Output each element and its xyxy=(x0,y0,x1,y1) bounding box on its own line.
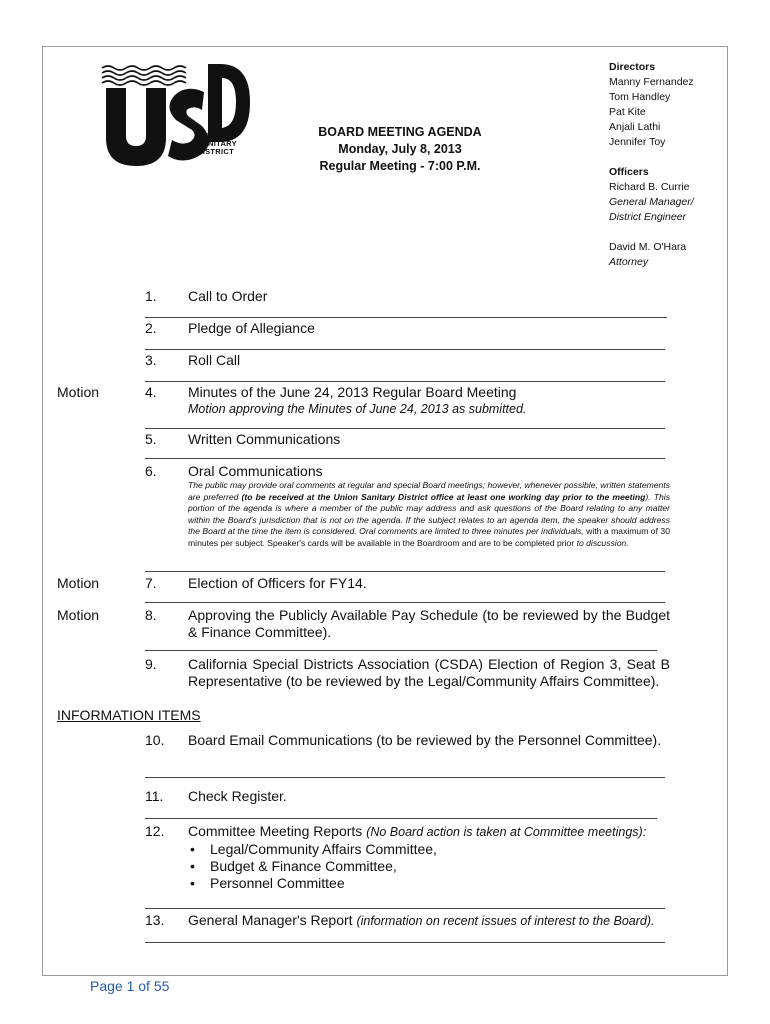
motion-label: Motion xyxy=(57,384,100,400)
logo-line-district: DISTRICT xyxy=(197,147,234,156)
page-number: Page 1 of 55 xyxy=(90,978,170,994)
meeting-date: Monday, July 8, 2013 xyxy=(338,142,462,156)
item-number: 13. xyxy=(145,912,165,928)
list-item: • Legal/Community Affairs Committee, xyxy=(188,841,670,858)
logo-text xyxy=(197,132,237,156)
meeting-type: Regular Meeting - 7:00 P.M. xyxy=(319,159,481,173)
item-number: 10. xyxy=(145,732,165,748)
logo-line-sanitary: SANITARY xyxy=(197,139,237,148)
divider xyxy=(145,428,665,429)
item-number: 6. xyxy=(145,463,157,479)
director-name: Tom Handley xyxy=(609,91,671,103)
item-csda-election: California Special Districts Association (CSDA) Election of Region 3, Seat B Representative (to be reviewed by the Legal/Community Affairs Committee). xyxy=(188,656,670,689)
divider xyxy=(145,381,665,382)
item-number: 1. xyxy=(145,288,157,304)
item-number: 12. xyxy=(145,823,165,839)
gm-title: General Manager/ xyxy=(609,196,694,208)
committee-reports-note: (No Board action is taken at Committee meetings): xyxy=(366,825,647,839)
agenda-title-block xyxy=(302,124,498,175)
item-number: 4. xyxy=(145,384,157,400)
attorney-name: David M. O'Hara xyxy=(609,241,687,253)
item-written-communications: Written Communications xyxy=(188,431,341,447)
item-number: 7. xyxy=(145,575,157,591)
divider xyxy=(145,458,665,459)
item-minutes-motion: Motion approving the Minutes of June 24, 2013 as submitted. xyxy=(188,402,527,416)
item-oral-communications: Oral Communications xyxy=(188,463,323,479)
divider xyxy=(145,777,665,778)
item-committee-reports xyxy=(188,823,670,892)
item-number: 11. xyxy=(145,788,164,804)
list-item: • Personnel Committee xyxy=(188,875,670,892)
directors-officers-panel xyxy=(609,60,724,270)
committee-reports-title: Committee Meeting Reports xyxy=(188,823,363,839)
gm-title-2: District Engineer xyxy=(609,211,687,223)
divider xyxy=(145,349,665,350)
gm-report-title: General Manager's Report xyxy=(188,912,353,928)
information-items-heading: INFORMATION ITEMS xyxy=(57,707,201,723)
director-name: Jennifer Toy xyxy=(609,136,666,148)
divider xyxy=(145,317,667,318)
divider xyxy=(145,650,657,651)
director-name: Anjali Lathi xyxy=(609,121,661,133)
item-check-register: Check Register. xyxy=(188,788,287,804)
gm-name: Richard B. Currie xyxy=(609,181,690,193)
item-roll-call: Roll Call xyxy=(188,352,241,368)
committee-list xyxy=(188,841,670,892)
item-number: 9. xyxy=(145,656,157,672)
director-name: Pat Kite xyxy=(609,106,646,118)
item-minutes-title: Minutes of the June 24, 2013 Regular Board Meeting xyxy=(188,384,517,400)
oral-communications-description: The public may provide oral comments at regular and special Board meetings; however, whenever possible, written statements are preferred (to be received at the Union Sanitary District office at least one working day prior to the meeting). This portion of the agenda is where a member of the public may address and ask questions of the Board relating to any matter within the Board's jurisdiction that is not on the agenda. If the subject relates to an agenda item, the speaker should address the Board at the time the item is considered. Oral comments are limited to three minutes per individuals, with a maximum of 30 minutes per subject. Speaker's cards will be available in the Boardroom and are to be completed prior to discussion. xyxy=(188,480,670,548)
divider xyxy=(145,571,665,572)
logo-line-union: UNION xyxy=(197,131,223,140)
item-number: 8. xyxy=(145,607,157,623)
item-board-email: Board Email Communications (to be reviewed by the Personnel Committee). xyxy=(188,732,662,748)
divider xyxy=(145,602,665,603)
item-number: 3. xyxy=(145,352,157,368)
item-pledge: Pledge of Allegiance xyxy=(188,320,315,336)
list-item: • Budget & Finance Committee, xyxy=(188,858,670,875)
agenda-title: BOARD MEETING AGENDA xyxy=(318,125,482,139)
item-call-to-order: Call to Order xyxy=(188,288,268,304)
motion-label: Motion xyxy=(57,607,100,623)
gm-report-note: (information on recent issues of interest to the Board). xyxy=(356,914,655,928)
item-gm-report xyxy=(188,912,670,930)
motion-label: Motion xyxy=(57,575,100,591)
item-number: 2. xyxy=(145,320,157,336)
officers-heading: Officers xyxy=(609,166,649,178)
item-minutes xyxy=(188,384,670,418)
item-number: 5. xyxy=(145,431,157,447)
divider xyxy=(145,818,657,819)
divider xyxy=(145,942,665,943)
attorney-title: Attorney xyxy=(609,256,649,268)
divider xyxy=(145,908,665,909)
director-name: Manny Fernandez xyxy=(609,76,694,88)
directors-heading: Directors xyxy=(609,61,656,73)
item-election-officers: Election of Officers for FY14. xyxy=(188,575,367,591)
item-pay-schedule: Approving the Publicly Available Pay Schedule (to be reviewed by the Budget & Finance Committee). xyxy=(188,607,670,640)
